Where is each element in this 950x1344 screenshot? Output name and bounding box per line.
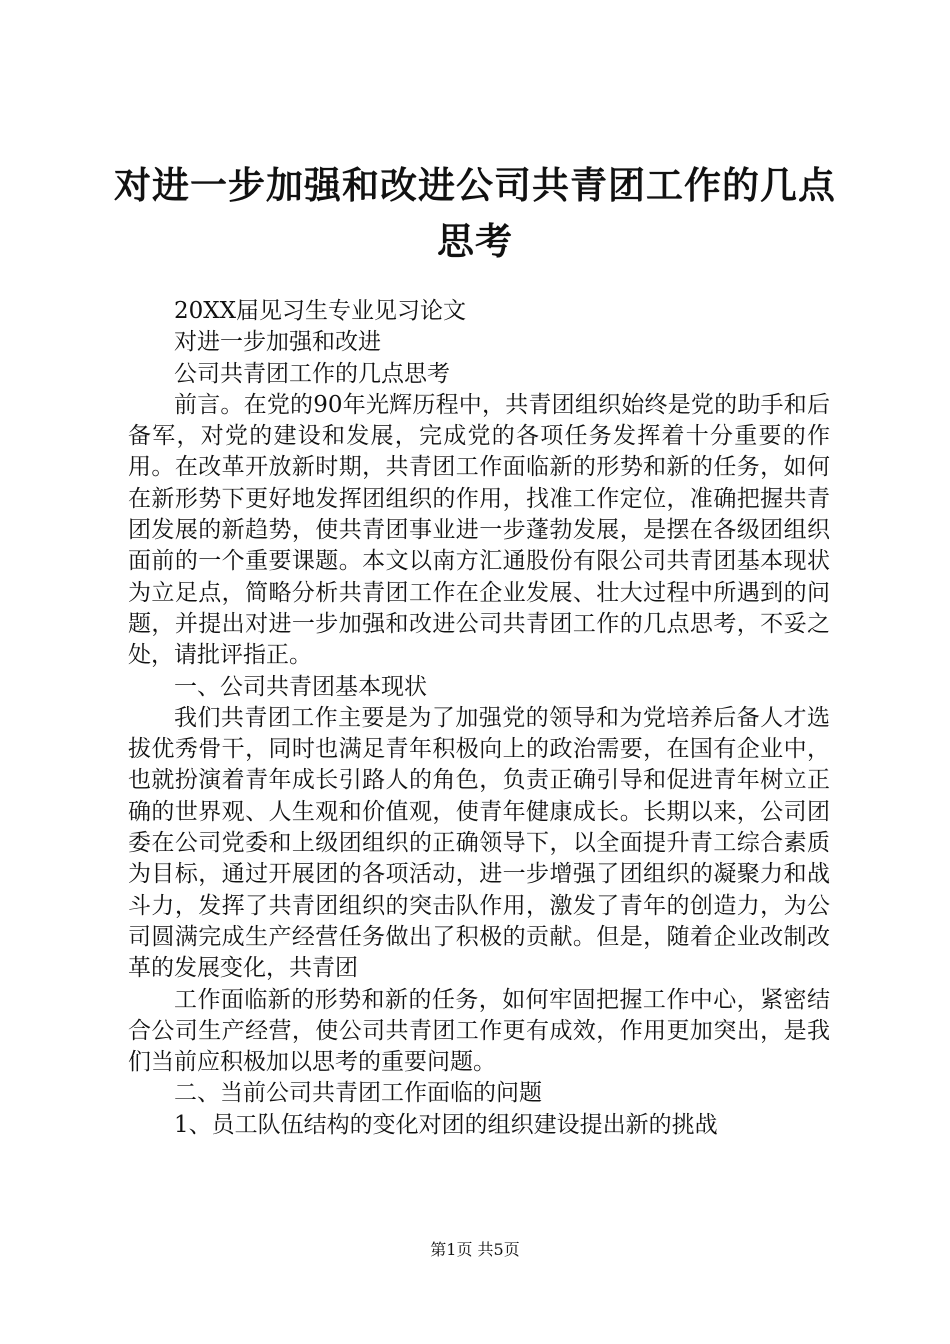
paragraph-subtitle-line-1: 对进一步加强和改进 xyxy=(174,329,381,356)
paragraph-preface: 前言。在党的90年光辉历程中，共青团组织始终是党的助手和后备军，对党的建设和发展，完成党的各项任务发挥着十分重要的作用。在改革开放新时期，共青团工作面临新的形势和新的任务，如何在新形势下更好地发挥团组织的作用，找准工作定位，准确把握共青团发展的新趋势，使共青团事业进一步蓬勃发展，是摆在各级团组织面前的一个重要课题。本文以南方汇通股份有限公司共青团基本现状为立足点，简略分析共青团工作在企业发展、壮大过程中所遇到的问题，并提出对进一步加强和改进公司共青团工作的几点思考，不妥之处，请批评指正。 xyxy=(128,391,830,669)
document-body xyxy=(128,296,830,1141)
page-number-footer: 第1页 共5页 xyxy=(430,1240,520,1259)
document-title: 对进一步加强和改进公司共青团工作的几点思考 xyxy=(114,164,836,263)
paragraph-thesis-label: 20XX届见习生专业见习论文 xyxy=(174,298,467,324)
section-heading-2: 二、当前公司共青团工作面临的问题 xyxy=(174,1080,542,1107)
paragraph-subtitle-line-2: 公司共青团工作的几点思考 xyxy=(174,360,450,387)
paragraph-section-1-continued: 工作面临新的形势和新的任务，如何牢固把握工作中心，紧密结合公司生产经营，使公司共青团工作更有成效，作用更加突出，是我们当前应积极加以思考的重要问题。 xyxy=(128,986,830,1076)
subsection-heading-2-1: 1、员工队伍结构的变化对团的组织建设提出新的挑战 xyxy=(174,1111,718,1138)
section-heading-1: 一、公司共青团基本现状 xyxy=(174,673,427,700)
paragraph-section-1-body: 我们共青团工作主要是为了加强党的领导和为党培养后备人才选拔优秀骨干，同时也满足青年积极向上的政治需要，在国有企业中，也就扮演着青年成长引路人的角色，负责正确引导和促进青年树立正确的世界观、人生观和价值观，使青年健康成长。长期以来，公司团委在公司党委和上级团组织的正确领导下，以全面提升青工综合素质为目标，通过开展团的各项活动，进一步增强了团组织的凝聚力和战斗力，发挥了共青团组织的突击队作用，激发了青年的创造力，为公司圆满完成生产经营任务做出了积极的贡献。但是，随着企业改制改革的发展变化，共青团 xyxy=(128,704,830,982)
